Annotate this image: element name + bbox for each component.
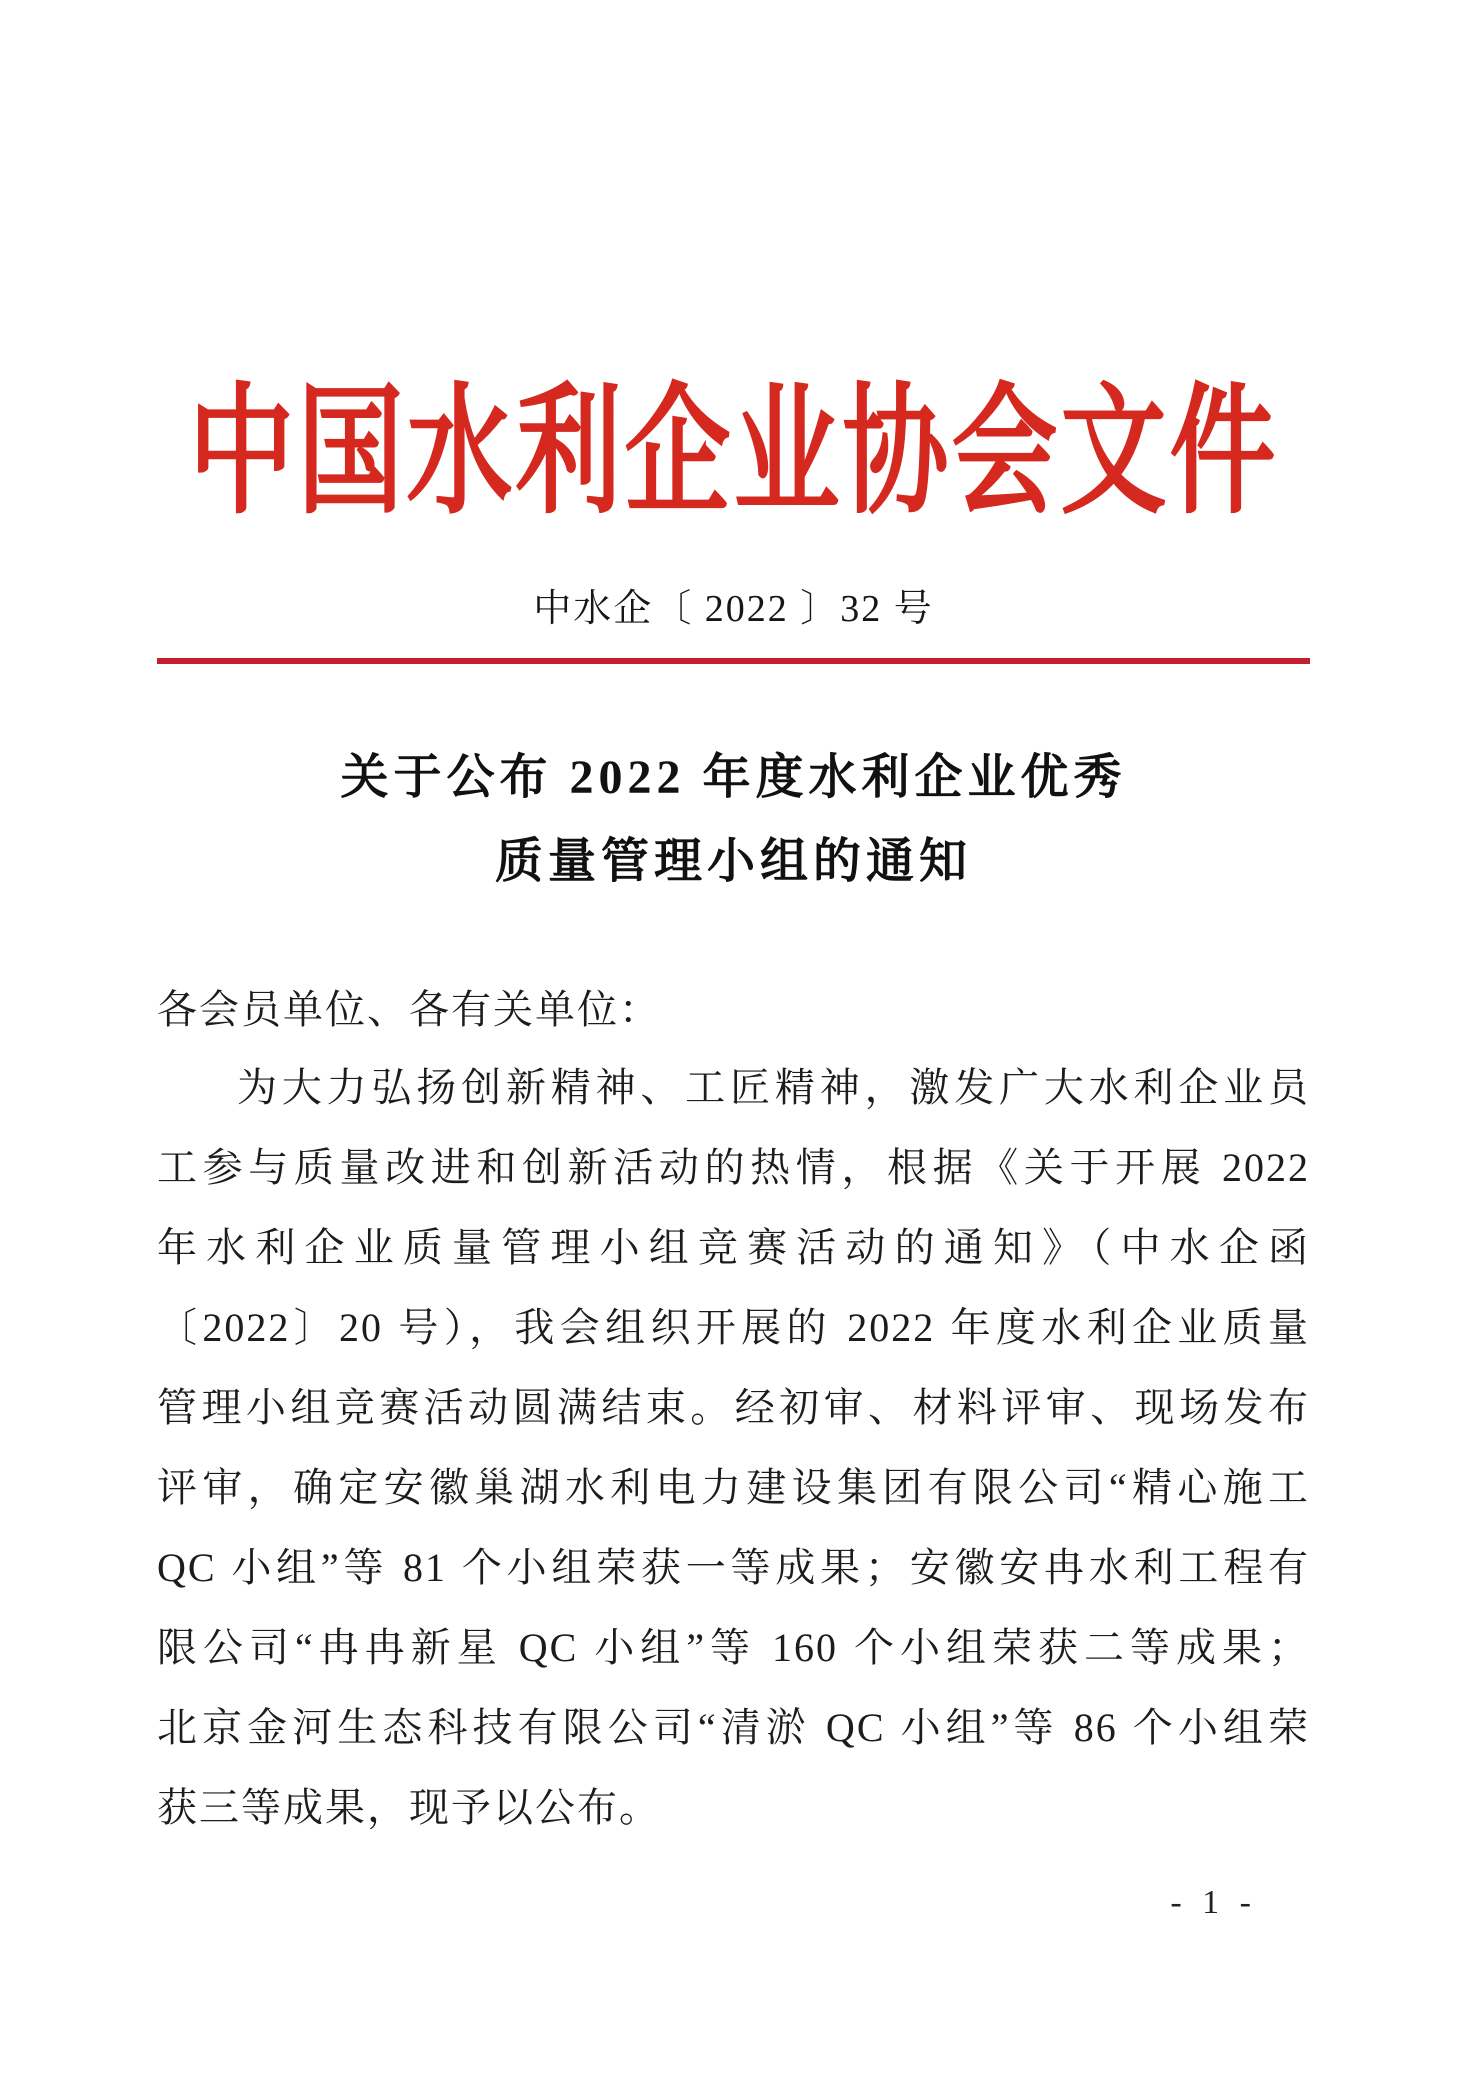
salutation-line: 各会员单位、各有关单位： — [157, 987, 661, 1032]
page-number: - 1 - — [1170, 1884, 1257, 1921]
body-line: 年水利企业质量管理小组竞赛活动的通知》（中水企函 — [157, 1225, 1310, 1270]
document-title-line-2: 质量管理小组的通知 — [494, 835, 972, 888]
org-header-title: 中国水利企业协会文件 — [188, 375, 1279, 531]
document-number: 中水企〔 2022 〕32 号 — [533, 588, 934, 630]
body-line: 为大力弘扬创新精神、工匠精神，激发广大水利企业员 — [237, 1065, 1310, 1110]
document-title — [157, 736, 1310, 904]
document-title-line-1: 关于公布 2022 年度水利企业优秀 — [340, 751, 1127, 804]
body-paragraph — [157, 1048, 1310, 1848]
body-line: 工参与质量改进和创新活动的热情，根据《关于开展 2022 — [157, 1145, 1310, 1190]
body-line: 管理小组竞赛活动圆满结束。经初审、材料评审、现场发布 — [157, 1385, 1310, 1430]
red-divider-rule — [157, 658, 1310, 664]
body-line: 获三等成果，现予以公布。 — [157, 1785, 661, 1830]
body-line: 评审，确定安徽巢湖水利电力建设集团有限公司“精心施工 — [157, 1465, 1310, 1510]
body-line: QC 小组”等 81 个小组荣获一等成果；安徽安冉水利工程有 — [157, 1545, 1310, 1590]
body-line: 限公司“冉冉新星 QC 小组”等 160 个小组荣获二等成果； — [157, 1625, 1310, 1670]
body-line: 〔2022〕20 号），我会组织开展的 2022 年度水利企业质量 — [157, 1305, 1310, 1350]
body-line: 北京金河生态科技有限公司“清淤 QC 小组”等 86 个小组荣 — [157, 1705, 1310, 1750]
